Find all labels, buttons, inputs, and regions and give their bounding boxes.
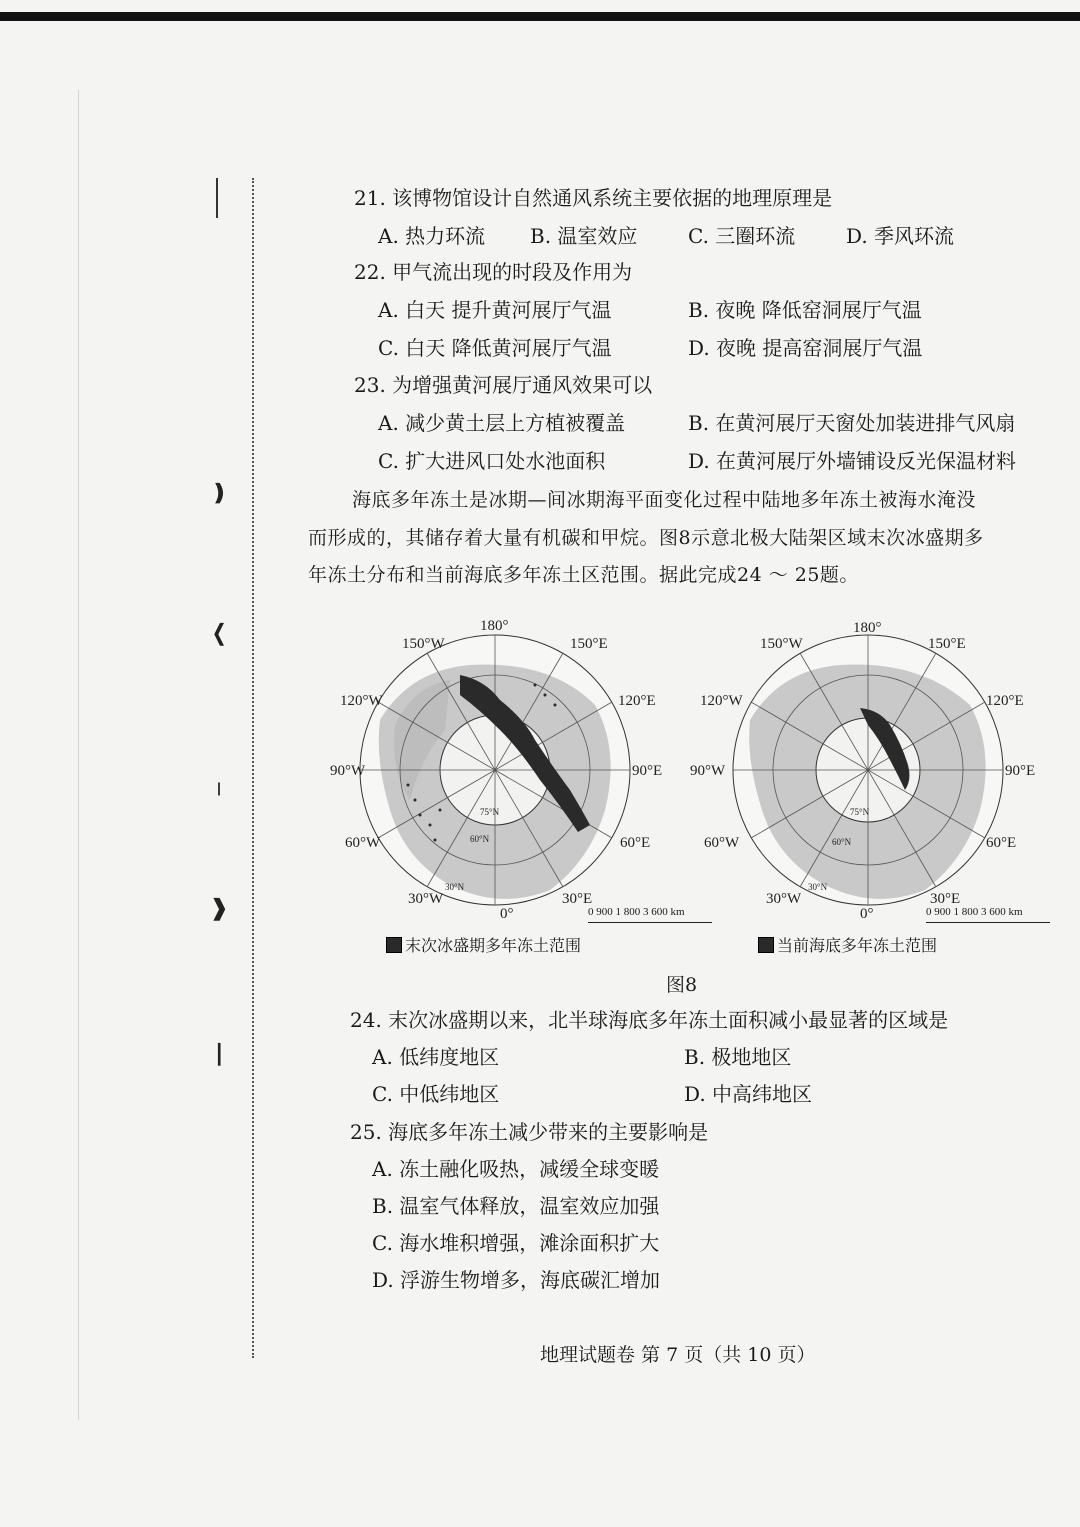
scale-line [926,922,1050,923]
lat-30-label: 30°N [808,882,828,892]
question-23-stem: 23. 为增强黄河展厅通风效果可以 [354,373,653,397]
scale-label: 0 900 1 800 3 600 km [588,906,685,918]
lon-60w-label: 60°W [345,835,381,851]
q22-option-a[interactable]: A. 白天 提升黄河展厅气温 [378,298,612,322]
q22-option-d[interactable]: D. 夜晚 提高窑洞展厅气温 [688,336,923,360]
q22-option-b[interactable]: B. 夜晚 降低窑洞展厅气温 [688,298,922,322]
binding-mark: ❱ [210,895,229,921]
lon-30e-label: 30°E [562,891,593,907]
lon-120w-label: 120°W [700,693,743,709]
q23-option-a[interactable]: A. 减少黄土层上方植被覆盖 [378,411,626,435]
q23-option-b[interactable]: B. 在黄河展厅天窗处加装进排气风扇 [688,411,1016,435]
lon-150e-label: 150°E [928,636,966,652]
legend-swatch [758,937,774,953]
q21-option-a[interactable]: A. 热力环流 [378,224,486,248]
right-legend-label: 当前海底多年冻土范围 [777,936,938,955]
q25-option-a[interactable]: A. 冻土融化吸热，减缓全球变暖 [372,1157,660,1181]
intro-line-2: 而形成的，其储存着大量有机碳和甲烷。图8示意北极大陆架区域末次冰盛期多 [308,527,984,549]
q23-option-c[interactable]: C. 扩大进风口处水池面积 [378,449,606,473]
scale-label: 0 900 1 800 3 600 km [926,906,1023,918]
lon-30w-label: 30°W [408,891,444,907]
q25-option-b[interactable]: B. 温室气体释放，温室效应加强 [372,1194,660,1218]
lon-120e-label: 120°E [986,693,1024,709]
q24-option-d[interactable]: D. 中高纬地区 [684,1082,813,1106]
binding-dashed-line [252,178,254,1358]
question-25-stem: 25. 海底多年冻土减少带来的主要影响是 [350,1120,709,1144]
binding-mark: ❫ [210,480,229,506]
lon-0-label: 0° [500,906,514,922]
lat-60-label: 60°N [470,834,490,844]
lon-90w-label: 90°W [330,763,366,779]
legend-swatch [386,937,402,953]
intro-line-3: 年冻土分布和当前海底多年冻土区范围。据此完成24 ～ 25题。 [308,564,859,586]
lon-30w-label: 30°W [766,891,802,907]
right-polar-map [690,610,1050,930]
q21-option-d[interactable]: D. 季风环流 [846,224,955,248]
q24-option-b[interactable]: B. 极地地区 [684,1045,792,1069]
binding-mark: ╷ [212,770,226,796]
intro-line-1: 海底多年冻土是冰期—间冰期海平面变化过程中陆地多年冻土被海水淹没 [352,489,977,511]
binding-mark: ❬ [210,620,229,646]
lon-60w-label: 60°W [704,835,740,851]
q24-option-a[interactable]: A. 低纬度地区 [372,1045,500,1069]
lon-90e-label: 90°E [1005,763,1036,779]
lon-150w-label: 150°W [402,636,445,652]
lon-120w-label: 120°W [340,693,383,709]
q25-option-d[interactable]: D. 浮游生物增多，海底碳汇增加 [372,1268,661,1292]
lat-75-label: 75°N [480,807,500,817]
figure-caption: 图8 [666,974,698,996]
q21-option-b[interactable]: B. 温室效应 [530,224,638,248]
right-legend [758,936,937,956]
question-24-stem: 24. 末次冰盛期以来，北半球海底多年冻土面积减小最显著的区域是 [350,1008,949,1032]
lon-30e-label: 30°E [930,891,961,907]
lon-120e-label: 120°E [618,693,656,709]
left-legend-label: 末次冰盛期多年冻土范围 [405,936,582,955]
binding-line [216,178,218,218]
lon-90e-label: 90°E [632,763,663,779]
lon-180-label: 180° [480,618,509,634]
left-legend [386,936,581,956]
lon-150e-label: 150°E [570,636,608,652]
left-scale-bar [588,906,685,918]
question-21-stem: 21. 该博物馆设计自然通风系统主要依据的地理原理是 [354,186,833,210]
left-polar-map [320,610,670,930]
binding-mark: ❘ [210,1040,229,1066]
top-border [0,12,1080,21]
q22-option-c[interactable]: C. 白天 降低黄河展厅气温 [378,336,612,360]
right-scale-bar [926,906,1023,918]
page-footer: 地理试题卷 第 7 页（共 10 页） [540,1344,816,1366]
lon-60e-label: 60°E [620,835,651,851]
lon-0-label: 0° [860,906,874,922]
lon-180-label: 180° [853,620,882,636]
lat-60-label: 60°N [832,837,852,847]
q25-option-c[interactable]: C. 海水堆积增强，滩涂面积扩大 [372,1231,660,1255]
lon-90w-label: 90°W [690,763,726,779]
question-22-stem: 22. 甲气流出现的时段及作用为 [354,260,633,284]
q21-option-c[interactable]: C. 三圈环流 [688,224,796,248]
lat-75-label: 75°N [850,807,870,817]
lon-60e-label: 60°E [986,835,1017,851]
lat-30-label: 30°N [445,882,465,892]
q23-option-d[interactable]: D. 在黄河展厅外墙铺设反光保温材料 [688,449,1017,473]
lon-150w-label: 150°W [760,636,803,652]
q24-option-c[interactable]: C. 中低纬地区 [372,1082,500,1106]
scale-line [588,922,712,923]
margin-line [78,90,79,1420]
